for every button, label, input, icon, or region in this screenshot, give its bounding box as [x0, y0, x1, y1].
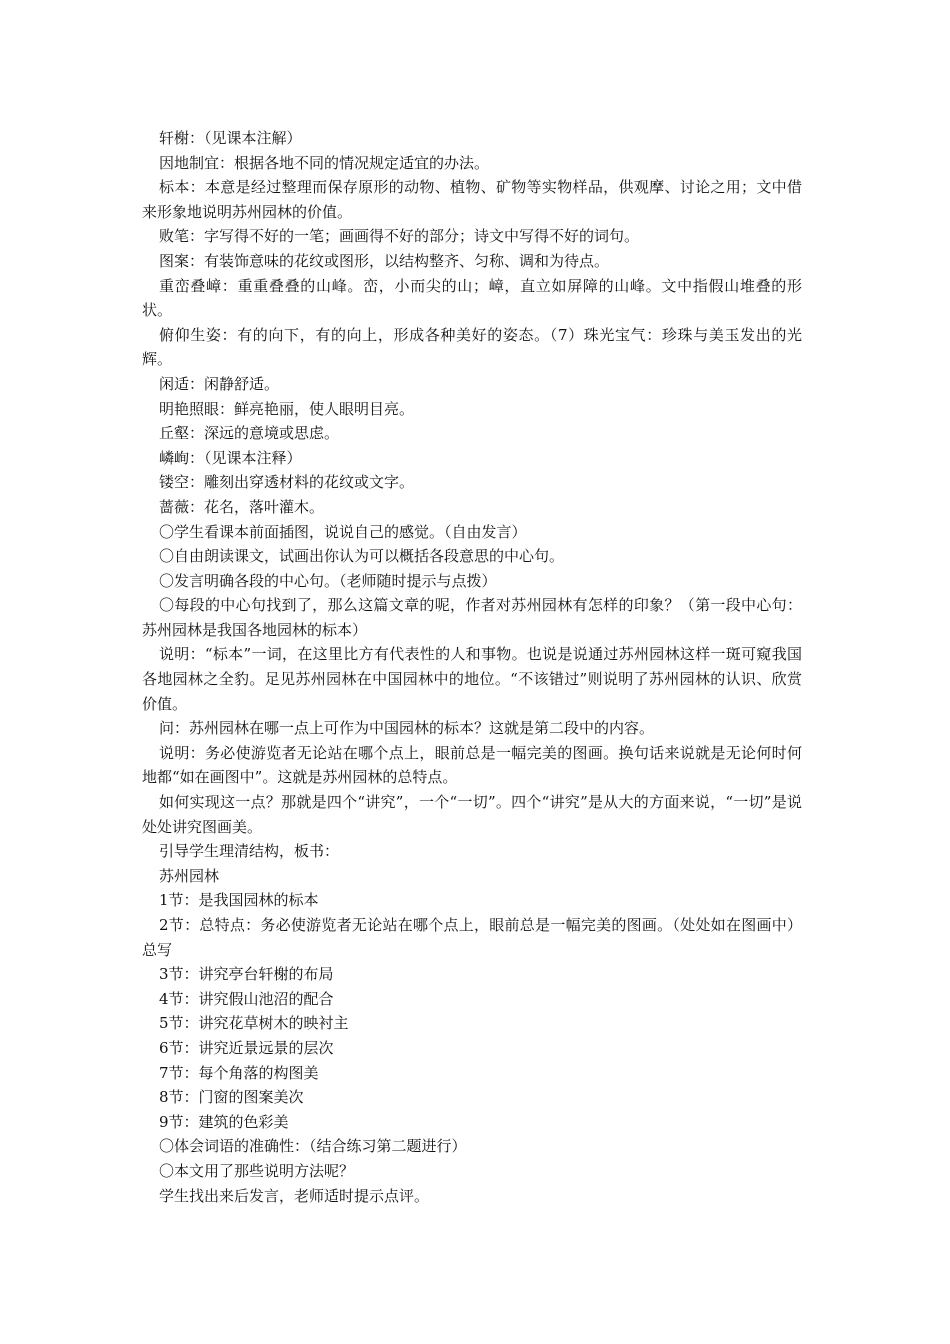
paragraph-activity-word-accuracy: 〇体会词语的准确性：（结合练习第二题进行） — [159, 1137, 467, 1156]
paragraph-question: 问：苏州园林在哪一点上可作为中国园林的标本？这就是第二段中的内容。 — [159, 719, 655, 738]
outline-item-4: 4节：讲究假山池沼的配合 — [159, 989, 334, 1008]
paragraph-qiangwei: 蔷薇：花名，落叶灌木。 — [159, 497, 325, 516]
outline-item-8: 8节：门窗的图案美次 — [159, 1088, 304, 1107]
paragraph-activity-reading: 〇自由朗读课文，试画出你认为可以概括各段意思的中心句。 — [159, 547, 565, 566]
paragraph-tuan: 图案：有装饰意味的花纹或图形，以结构整齐、匀称、调和为待点。 — [159, 251, 610, 270]
outline-item-7: 7节：每个角落的构图美 — [159, 1063, 319, 1082]
paragraph-explanation-biaoben: 说明：“标本”一词，在这里比方有代表性的人和事物。也说是说通过苏州园林这样一斑可窥我国各地园林之全豹。足见苏州园林在中国园林中的地位。“不该错过”则说明了苏州园林的认识、欣赏价值。 — [142, 645, 802, 713]
paragraph-explanation-feature: 说明：务必使游览者无论站在哪个点上，眼前总是一幅完美的图画。换句话来说就是无论何时何地都“如在画图中”。这就是苏州园林的总特点。 — [142, 743, 802, 787]
outline-item-1: 1节：是我国园林的标本 — [159, 891, 319, 910]
paragraph-baibi: 败笔：字写得不好的一笔；画画得不好的部分；诗文中写得不好的词句。 — [159, 227, 640, 246]
outline-item-6: 6节：讲究近景远景的层次 — [159, 1038, 334, 1057]
paragraph-activity-methods: 〇本文用了那些说明方法呢？ — [159, 1161, 355, 1180]
paragraph-loukong: 镂空：雕刻出穿透材料的花纹或文字。 — [159, 473, 415, 492]
outline-item-2: 2节：总特点：务必使游览者无论站在哪个点上，眼前总是一幅完美的图画。（处处如在图画中）总写 — [142, 916, 802, 959]
paragraph-activity-central-sentences: 〇发言明确各段的中心句。（老师随时提示与点拨） — [159, 571, 497, 590]
paragraph-fuyangshengzi: 俯仰生姿：有的向下，有的向上，形成各种美好的姿态。（7）珠光宝气：珍珠与美玉发出的光辉。 — [142, 325, 802, 369]
paragraph-activity-illustration: 〇学生看课本前面插图，说说自己的感觉。（自由发言） — [159, 522, 527, 541]
paragraph-xuanxie: 轩榭：（见课本注解） — [159, 129, 302, 147]
paragraph-yindizhiyi: 因地制宜：根据各地不同的情况规定适宜的办法。 — [159, 153, 490, 172]
paragraph-xianshi: 闲适：闲静舒适。 — [159, 374, 280, 393]
outline-item-5: 5节：讲究花草树木的映衬主 — [159, 1014, 349, 1033]
paragraph-mingyanzhaoyan: 明艳照眼：鲜亮艳丽，使人眼明目亮。 — [159, 399, 415, 418]
paragraph-how-to-achieve: 如何实现这一点？那就是四个“讲究”，一个“一切”。四个“讲究”是从大的方面来说，“一切”是说处处讲究图画美。 — [142, 793, 802, 836]
paragraph-chongluandiezhang: 重峦叠嶂：重重叠叠的山峰。峦，小而尖的山；嶂，直立如屏障的山峰。文中指假山堆叠的形状。 — [142, 276, 802, 320]
paragraph-qiuhe: 丘壑：深远的意境或思虑。 — [159, 424, 340, 443]
outline-item-9: 9节：建筑的色彩美 — [159, 1112, 289, 1131]
paragraph-closing: 学生找出来后发言，老师适时提示点评。 — [159, 1186, 430, 1205]
paragraph-linxun: 嶙峋：（见课本注释） — [159, 448, 302, 467]
paragraph-biaoben: 标本：本意是经过整理而保存原形的动物、植物、矿物等实物样品，供观摩、讨论之用；文中借来形象地说明苏州园林的价值。 — [142, 178, 802, 221]
paragraph-blackboard-intro: 引导学生理清结构，板书： — [159, 842, 340, 861]
outline-item-3: 3节：讲究亭台轩榭的布局 — [159, 965, 334, 984]
document-body — [142, 126, 802, 1208]
paragraph-activity-impression: 〇每段的中心句找到了，那么这篇文章的呢，作者对苏州园林有怎样的印象？（第一段中心句：苏州园林是我国各地园林的标本） — [142, 596, 802, 639]
outline-title: 苏州园林 — [159, 866, 220, 885]
